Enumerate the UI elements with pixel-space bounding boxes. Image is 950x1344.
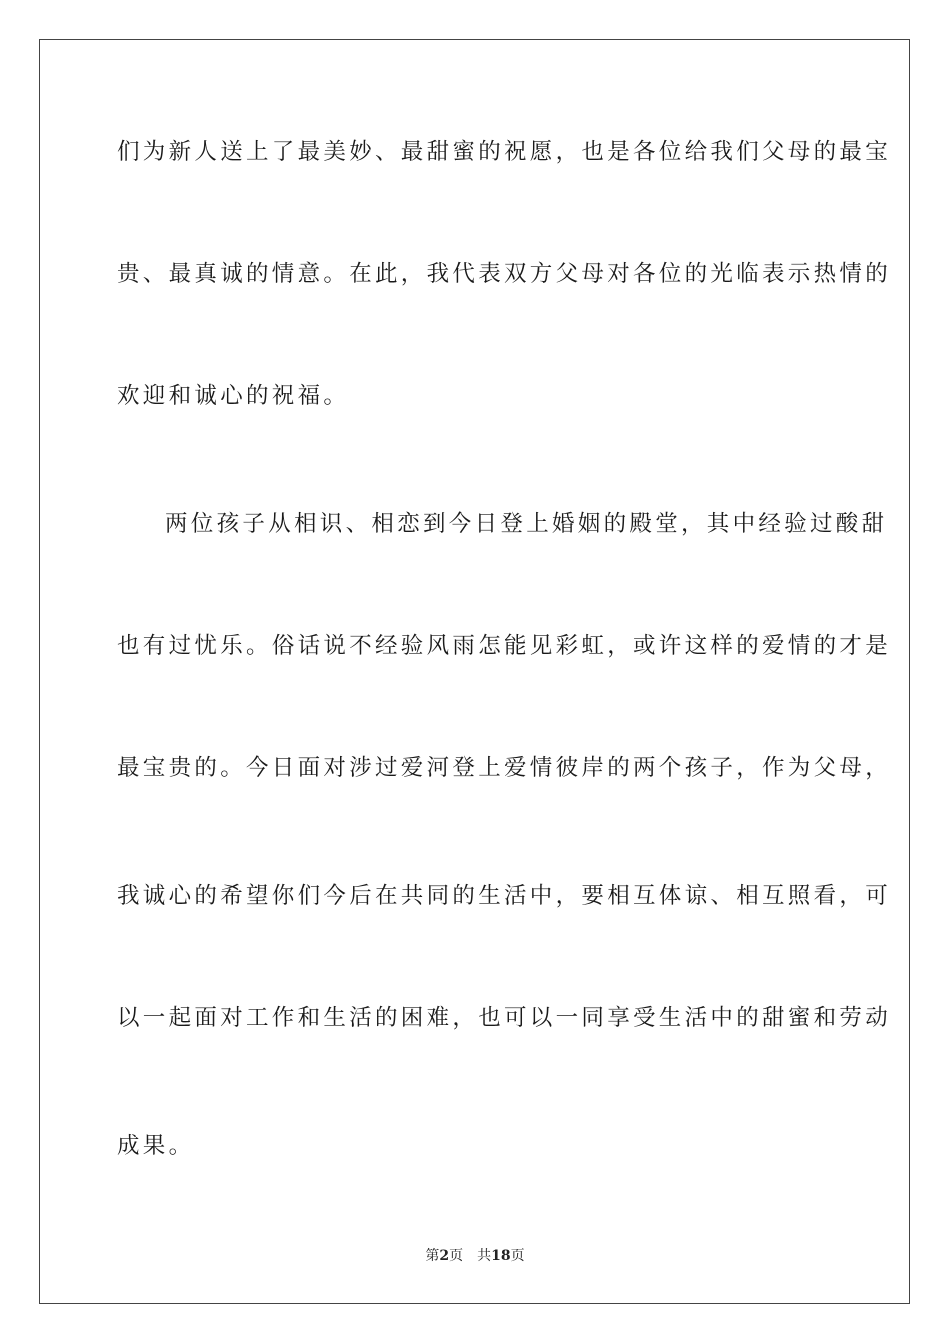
page-number: 2 (439, 1248, 450, 1264)
body-text-line: 欢迎和诚心的祝福。 (117, 383, 350, 409)
body-text-line: 最宝贵的。今日面对涉过爱河登上爱情彼岸的两个孩子，作为父母， (117, 755, 892, 781)
page-number-prefix: 第 (425, 1248, 440, 1264)
paragraph-first-line: 两位孩子从相识、相恋到今日登上婚姻的殿堂，其中经验过酸甜 (165, 511, 888, 537)
body-text-line: 贵、最真诚的情意。在此，我代表双方父母对各位的光临表示热情的 (117, 261, 892, 287)
total-pages-suffix: 页 (510, 1248, 525, 1264)
body-text-line: 成果。 (117, 1133, 195, 1159)
body-text-line: 也有过忧乐。俗话说不经验风雨怎能见彩虹，或许这样的爱情的才是 (117, 633, 892, 659)
body-text-line: 以一起面对工作和生活的困难，也可以一同享受生活中的甜蜜和劳动 (117, 1005, 892, 1031)
total-pages-prefix: 共 (477, 1248, 492, 1264)
body-text-line: 我诚心的希望你们今后在共同的生活中，要相互体谅、相互照看，可 (117, 883, 892, 909)
page-number-suffix: 页 (449, 1248, 464, 1264)
page-border (39, 39, 910, 1304)
total-pages: 18 (491, 1248, 511, 1264)
page-footer (0, 1247, 950, 1265)
body-text-line: 们为新人送上了最美妙、最甜蜜的祝愿，也是各位给我们父母的最宝 (117, 139, 892, 165)
